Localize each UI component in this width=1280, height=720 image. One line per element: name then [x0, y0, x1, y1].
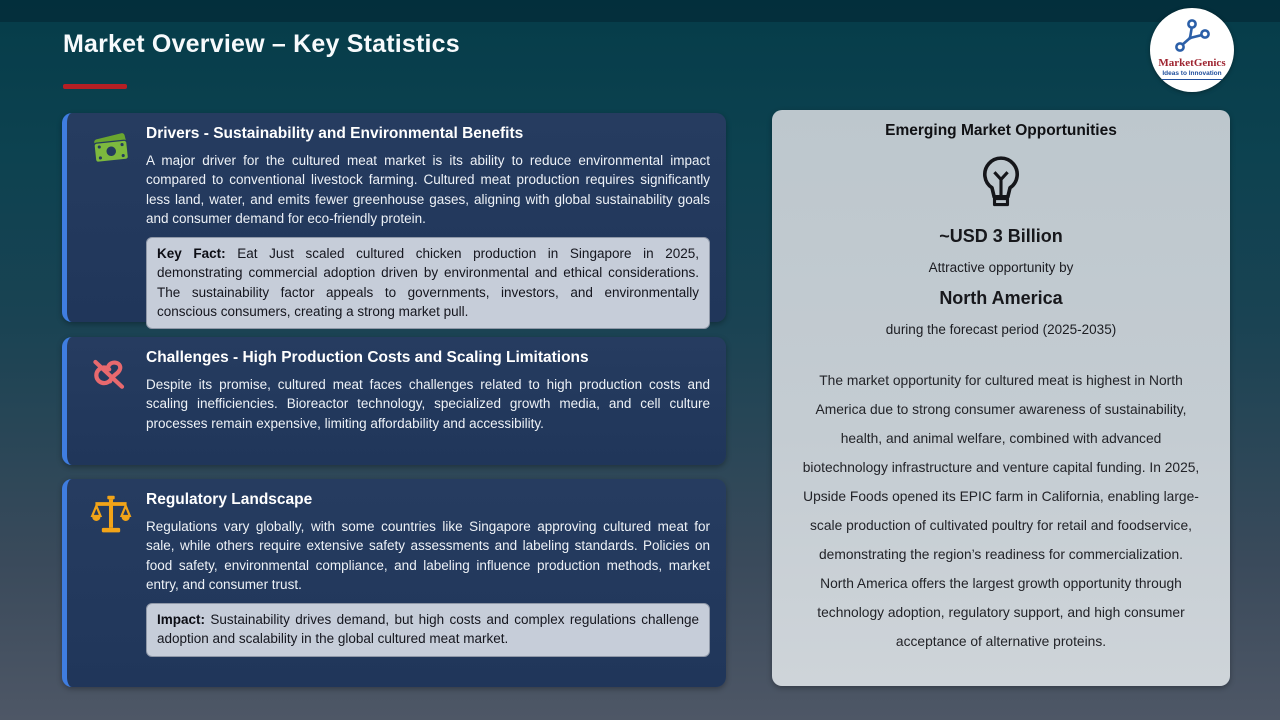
card-title: Challenges - High Production Costs and Scaling Limitations: [146, 349, 589, 366]
card-regulatory: [62, 479, 726, 687]
top-accent-bar: [0, 0, 1280, 22]
card-body: A major driver for the cultured meat market is its ability to reduce environmental impact compared to conventional livestock farming. Cultured meat production requires significantly less land, water, and emits fewer greenhouse gases, aligning with global sustainability goals and consumer demand for eco-friendly protein.: [146, 153, 710, 226]
card-title: Regulatory Landscape: [146, 491, 313, 508]
money-icon: [89, 127, 133, 171]
opportunity-panel: [772, 110, 1230, 686]
impact-box: [146, 603, 710, 657]
card-body: Despite its promise, cultured meat faces challenges related to high production costs and scaling inefficiencies. Bioreactor technology, specialized growth media, and cell culture processes remain expensive, limiting affordability and accessibility.: [146, 377, 710, 431]
card-body: Regulations vary globally, with some countries like Singapore approving cultured meat for sale, while others require extensive safety assessments and labeling standards. Policies on food safety, environmental compliance, and labeling influence production methods, market entry, and consumer trust.: [146, 519, 710, 592]
logo-tagline: Ideas to Innovation: [1162, 71, 1221, 80]
impact-text: Sustainability drives demand, but high costs and complex regulations challenge adoption and scalability in the global cultured meat market.: [157, 612, 699, 647]
opportunity-caption: Attractive opportunity by: [928, 260, 1074, 275]
panel-title: Emerging Market Opportunities: [885, 122, 1117, 139]
logo-name: MarketGenics: [1158, 57, 1226, 69]
key-fact-label: Key Fact:: [157, 246, 226, 262]
opportunity-paragraph: The market opportunity for cultured meat is highest in North America due to strong consumer awareness of sustainability, health, and animal welfare, combined with advanced biotechnology infrastructure and venture capital funding. In 2025, Upside Foods opened its EPIC farm in California, enabling large-scale production of cultivated poultry for retail and foodservice, demonstrating the region’s readiness for commercialization. North America offers the largest growth opportunity through technology adoption, regulatory support, and high consumer acceptance of alternative proteins.: [802, 373, 1200, 649]
marketgenics-logo: [1150, 8, 1234, 92]
scales-icon: [89, 493, 133, 537]
impact-label: Impact:: [157, 612, 206, 628]
forecast-period: during the forecast period (2025-2035): [885, 322, 1117, 337]
lightbulb-icon: [972, 150, 1030, 210]
key-fact-box: [146, 237, 710, 329]
opportunity-region: North America: [939, 288, 1063, 308]
knot-icon: [89, 351, 133, 395]
title-underline: [63, 84, 127, 89]
card-drivers: [62, 113, 726, 322]
opportunity-value: ~USD 3 Billion: [939, 226, 1063, 246]
page-title: Market Overview – Key Statistics: [63, 30, 460, 58]
card-challenges: [62, 337, 726, 465]
key-fact-text: Eat Just scaled cultured chicken production in Singapore in 2025, demonstrating commercial adoption driven by environmental and ethical considerations. The sustainability factor appeals to governments, investors, and environmentally conscious consumers, creating a strong market pull.: [157, 246, 699, 320]
molecule-icon: [1173, 8, 1211, 57]
card-title: Drivers - Sustainability and Environmental Benefits: [146, 125, 524, 142]
